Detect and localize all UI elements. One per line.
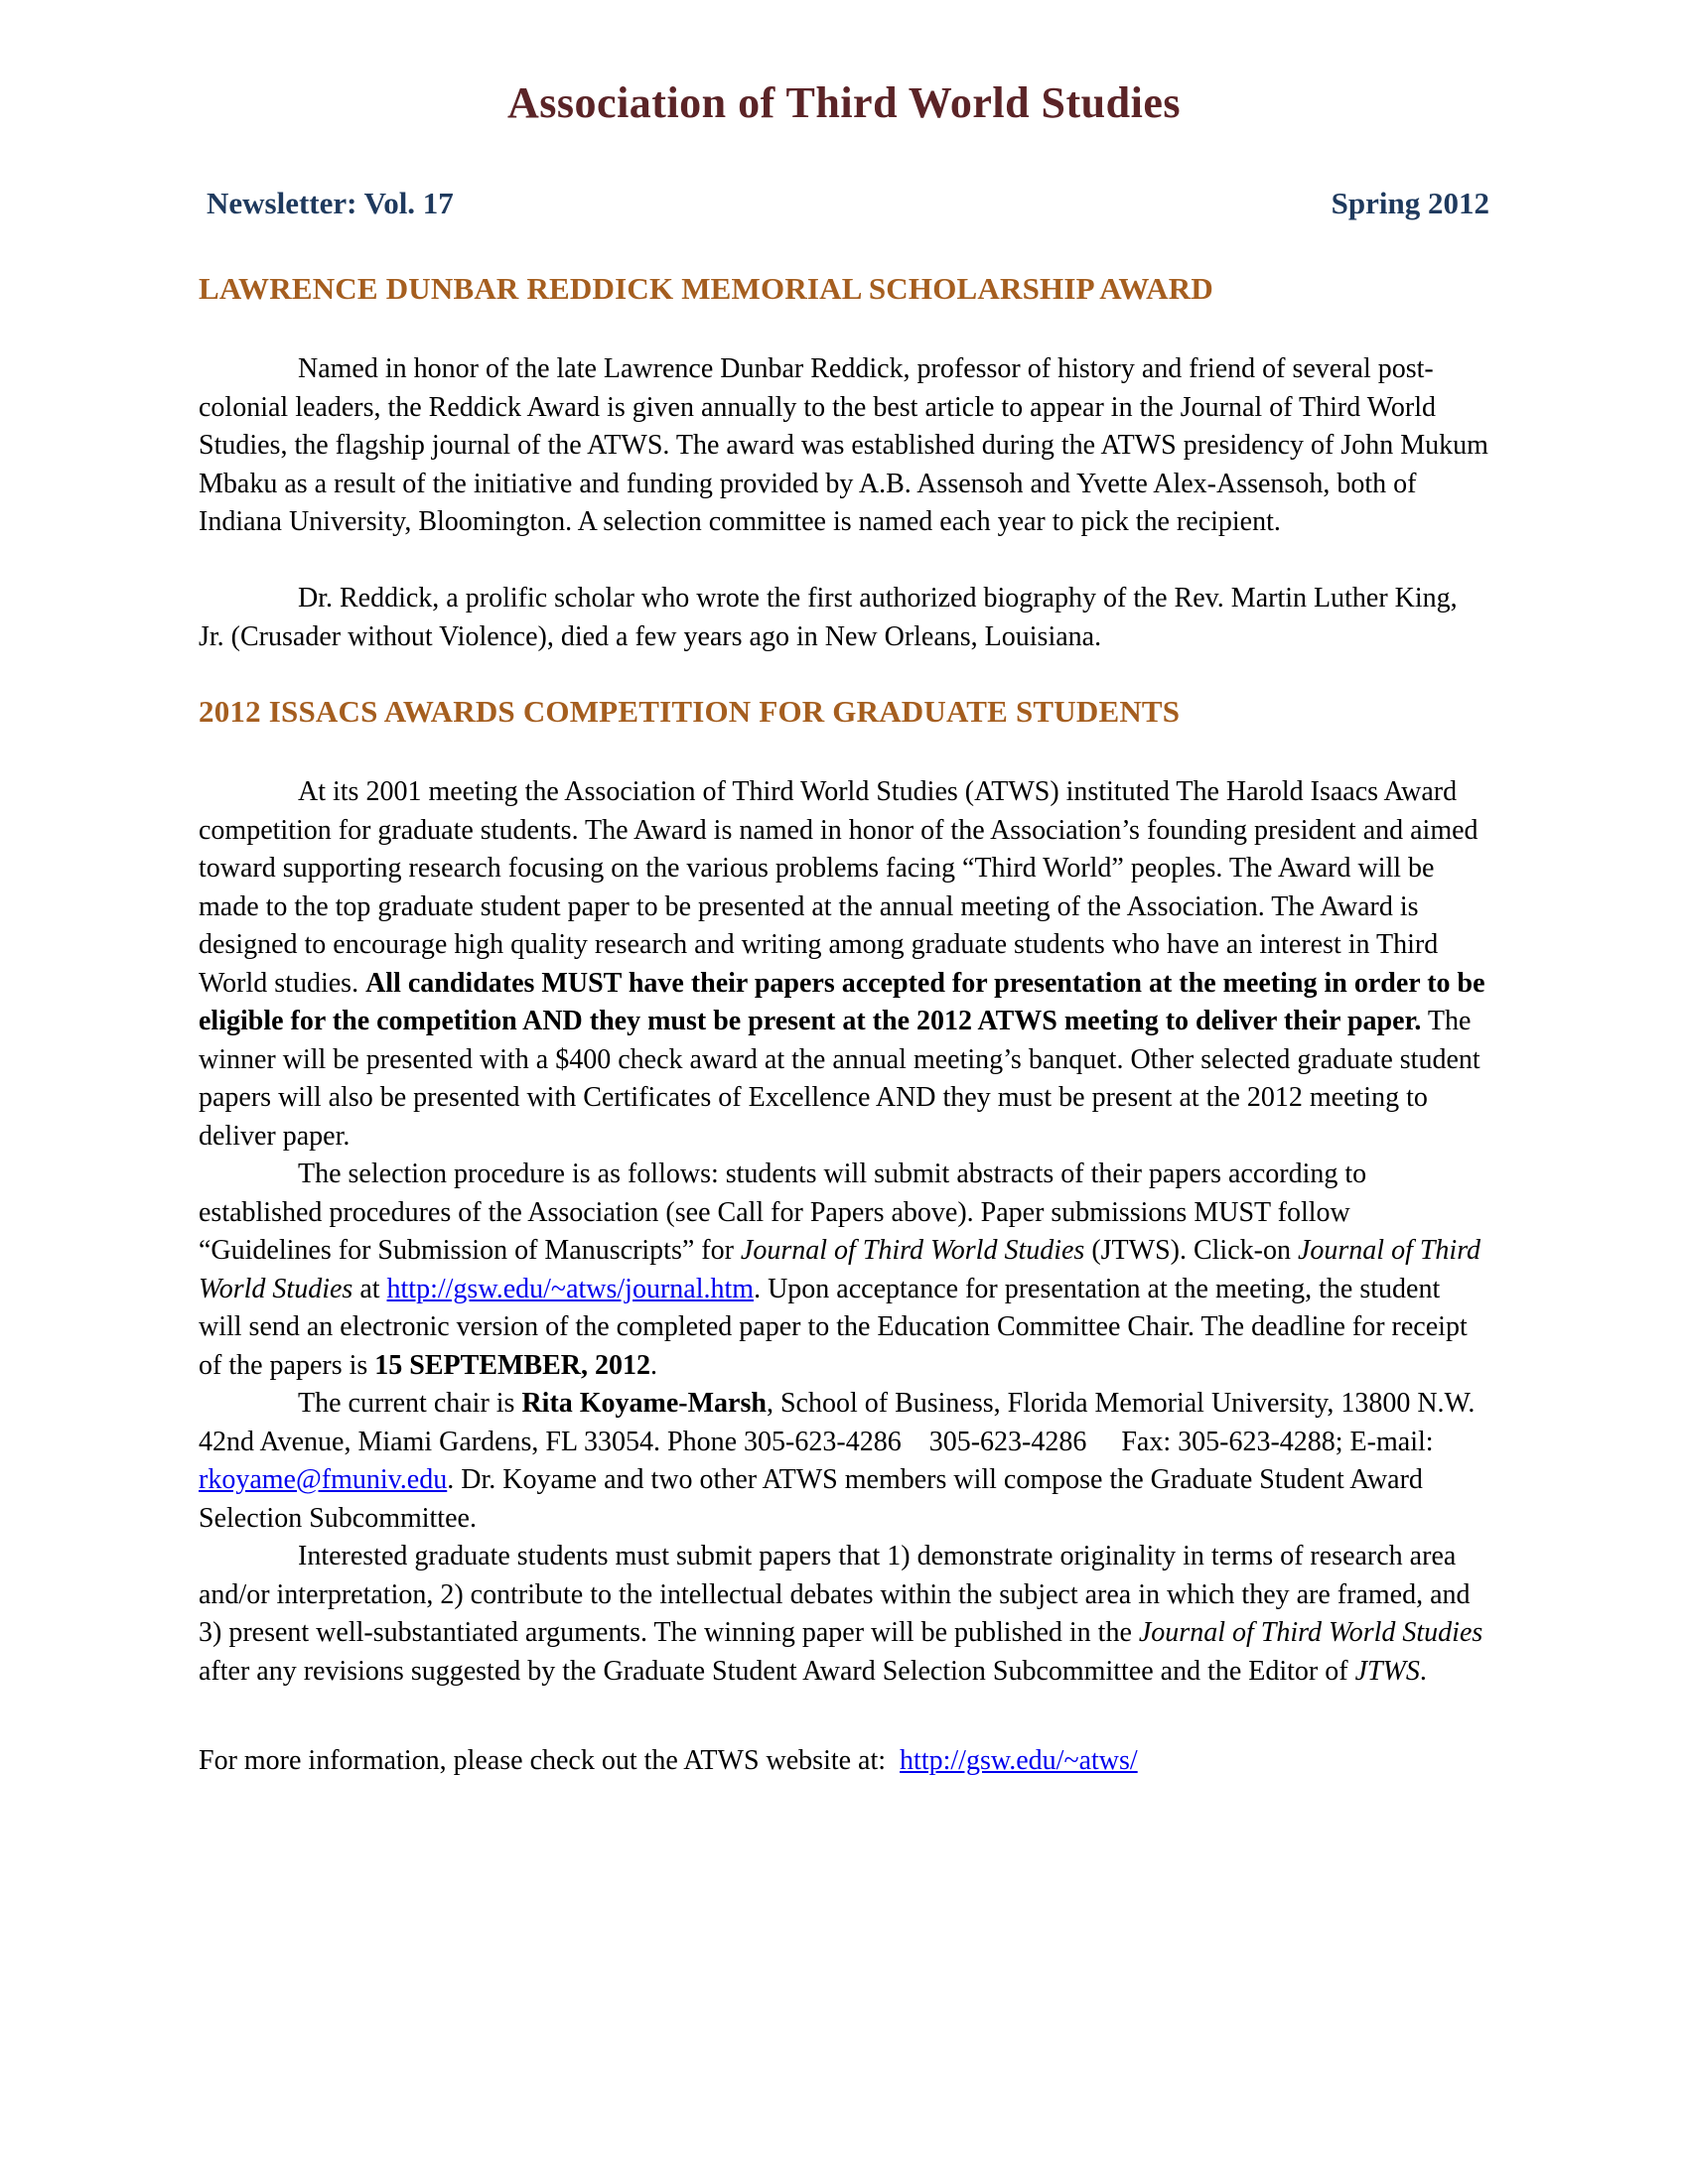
reddick-paragraph-1 (199, 350, 1495, 542)
text-run: 15 SEPTEMBER, 2012 (374, 1349, 650, 1381)
text-run: Journal of Third World Studies (199, 1235, 1488, 1304)
document-title: Association of Third World Studies (507, 78, 1181, 127)
isaacs-award-heading: 2012 ISSACS AWARDS COMPETITION FOR GRADUATE STUDENTS (199, 694, 1181, 729)
text-run: . Upon acceptance for presentation at the meeting, the student will send an electronic version of the completed paper to the Education Committee Chair. The deadline for receipt of the papers is (199, 1273, 1475, 1381)
text-run: Rita Koyame-Marsh (521, 1388, 767, 1419)
text-run: The current chair is (298, 1388, 522, 1419)
text-run: The winner will be presented with a $400 check award at the annual meeting’s banquet. Other selected graduate student papers will also be presented with Certificates of Excellence AND they must be present at the 2012 meeting to deliver paper. (199, 1006, 1487, 1152)
text-run: after any revisions suggested by the Graduate Student Award Selection Subcommittee and the Editor of (199, 1617, 1490, 1687)
text-run: Journal of Third World Studies (1138, 1617, 1483, 1648)
text-run: Named in honor of the late Lawrence Dunbar Reddick, professor of history and friend of several post-colonial leaders, the Reddick Award is given annually to the best article to appear in the Journal of Third World Studies, the flagship journal of the ATWS. The award was established during the ATWS presidency of John Mukum Mbaku as a result of the initiative and funding provided by A.B. Assensoh and Yvette Alex-Assensoh, both of Indiana University, Bloomington. A selection committee is named each year to pick the recipient. (199, 353, 1495, 537)
text-run: . Dr. Koyame and two other ATWS members will compose the Graduate Student Award Selection Subcommittee. (199, 1464, 1430, 1534)
text-run: For more information, please check out the ATWS website at: (199, 1745, 901, 1776)
text-run: Interested graduate students must submit papers that 1) demonstrate originality in terms of research area and/or interpretation, 2) contribute to the intellectual debates within the subject area in which they are framed, and 3) present well-substantiated arguments. The winning paper will be published in the (199, 1541, 1477, 1648)
isaacs-paragraph-4 (199, 1538, 1489, 1691)
text-run: (JTWS). Click-on (1084, 1235, 1298, 1266)
journal-url-link[interactable]: http://gsw.edu/~atws/journal.htm (386, 1273, 755, 1304)
reddick-award-heading: LAWRENCE DUNBAR REDDICK MEMORIAL SCHOLARSHIP AWARD (199, 271, 1213, 306)
text-run: The selection procedure is as follows: students will submit abstracts of their papers according to established procedures of the Association (see Call for Papers above). Paper submissions MUST follow “Guidelines for Submission of Manuscripts” for (199, 1159, 1374, 1266)
isaacs-paragraph-1 (199, 773, 1492, 1156)
meta-row (199, 186, 1489, 221)
isaacs-paragraph-3 (199, 1385, 1489, 1538)
text-run: JTWS (1354, 1655, 1420, 1687)
text-run: Dr. Reddick, a prolific scholar who wrote the first authorized biography of the Rev. Martin Luther King, Jr. (Crusader without Violence), died a few years ago in New Orleans, Louisiana. (199, 583, 1465, 652)
text-run: Journal of Third World Studies (740, 1235, 1085, 1266)
email-link[interactable]: rkoyame@fmuniv.edu (199, 1464, 448, 1495)
issue-season-label: Spring 2012 (1331, 186, 1489, 220)
text-run: . (1419, 1655, 1427, 1687)
isaacs-paragraph-2 (199, 1156, 1489, 1385)
text-run: All candidates MUST have their papers accepted for presentation at the meeting in order to be eligible for the competition AND they must be present at the 2012 ATWS meeting to deliver their paper. (199, 967, 1492, 1036)
newsletter-volume-label: Newsletter: Vol. 17 (207, 186, 454, 220)
text-run: . (650, 1349, 657, 1381)
text-run: At its 2001 meeting the Association of Third World Studies (ATWS) instituted The Harold Isaacs Award competition for graduate students. The Award is named in honor of the Association’s founding president and aimed toward supporting research focusing on the various problems facing “Third World” peoples. The Award will be made to the top graduate student paper to be presented at the annual meeting of the Association. The Award is designed to encourage high quality research and writing among graduate students who have an interest in Third World studies. (199, 776, 1485, 999)
more-info-footer (199, 1742, 1489, 1781)
text-run: , School of Business, Florida Memorial University, 13800 N.W. 42nd Avenue, Miami Gardens, FL 33054. Phone 305-623-4286 305-623-4286 Fax: 305-623-4288; E-mail: (199, 1388, 1482, 1457)
reddick-paragraph-2 (199, 580, 1489, 656)
text-run: at (352, 1273, 387, 1304)
atws-website-link[interactable]: http://gsw.edu/~atws/ (900, 1745, 1138, 1776)
document-body (199, 271, 1495, 1781)
